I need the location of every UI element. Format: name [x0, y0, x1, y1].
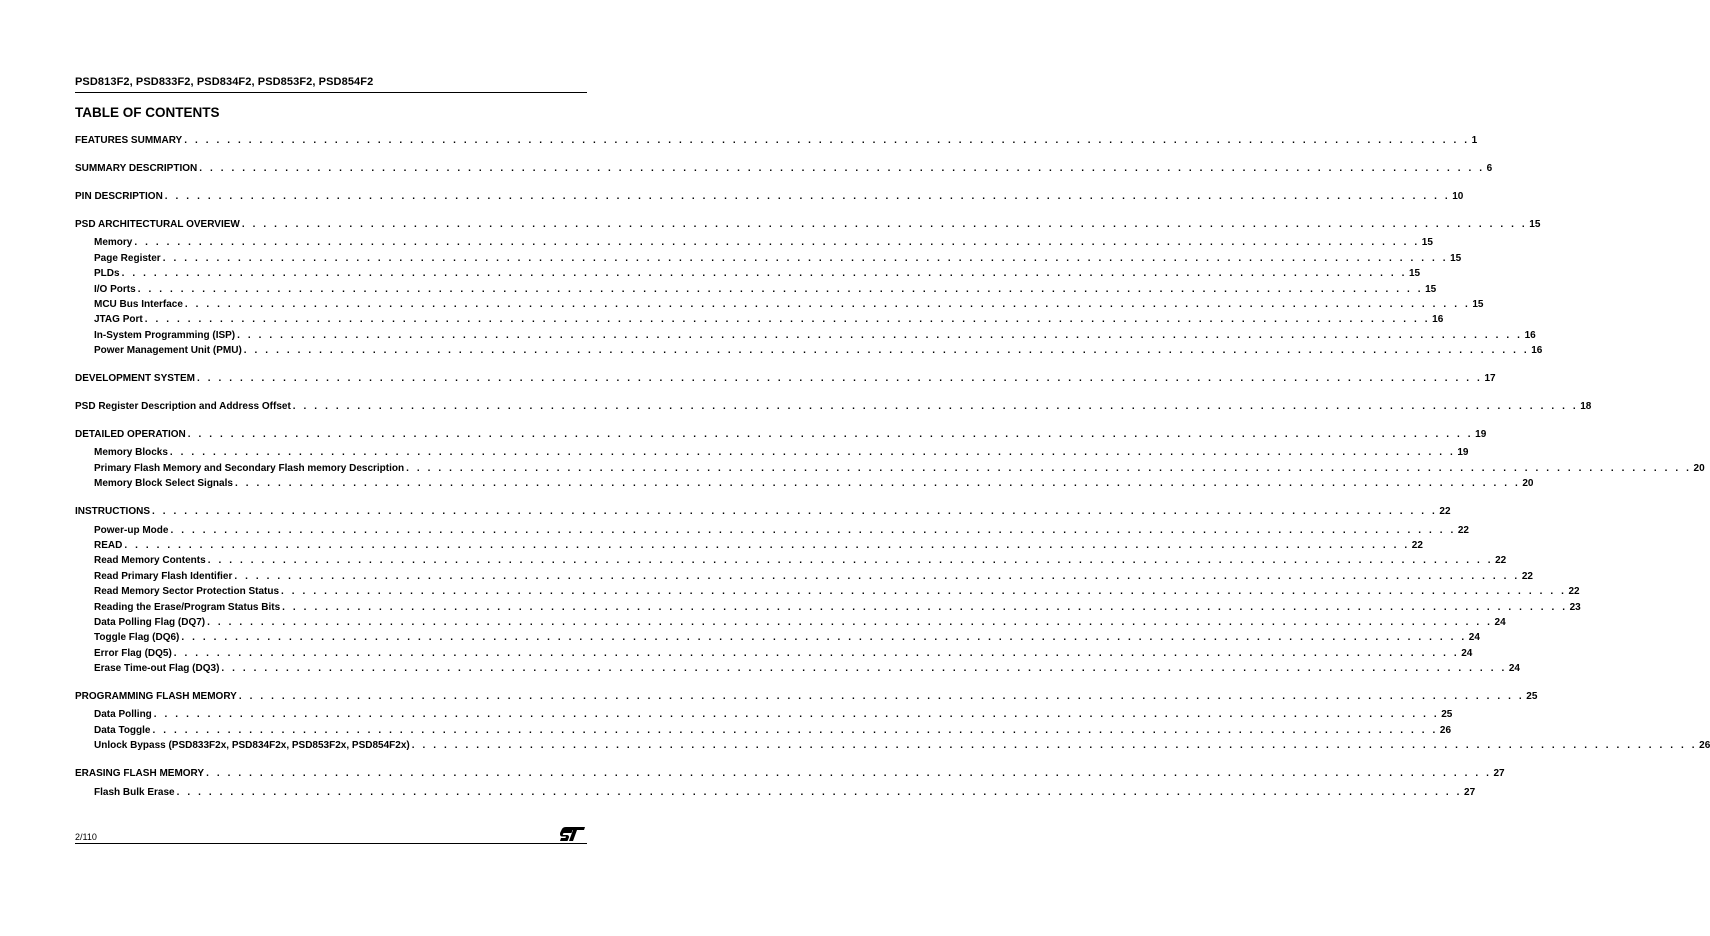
toc-entry-page: 15	[1408, 268, 1421, 280]
toc-entry-label: Data Polling Flag (DQ7)	[94, 616, 206, 628]
toc-subsection-entry[interactable]	[75, 297, 1484, 312]
toc-entry-label: Data Toggle	[94, 724, 151, 736]
toc-entry-label: In-System Programming (ISP)	[94, 329, 236, 341]
toc-subsection-entry[interactable]	[75, 584, 1580, 599]
toc-entry-page: 16	[1432, 314, 1444, 326]
toc-subsection-entry[interactable]	[75, 235, 1433, 250]
toc-leader-dots: . . . . . . . . . . . . . . . . . . . . . . . . . . . . . . . . . . . . . . . . . . . . . . . . . . . . . . . . . . . . . . . . . . . . . . . . . . . . . . . . . . . . . . . . . . . . . . . . . . . . . . . . . . . . . . . . . . . . . . . .	[238, 691, 1525, 703]
toc-leader-dots: . . . . . . . . . . . . . . . . . . . . . . . . . . . . . . . . . . . . . . . . . . . . . . . . . . . . . . . . . . . . . . . . . . . . . . . . . . . . . . . . . . . . . . . . . . . . . . . . . . . . . . . . . . . . . . . . . . . . . . . .	[234, 570, 1520, 582]
toc-subsection-entry[interactable]	[75, 312, 1444, 327]
toc-subsection-entry[interactable]	[75, 569, 1533, 584]
toc-leader-dots: . . . . . . . . . . . . . . . . . . . . . . . . . . . . . . . . . . . . . . . . . . . . . . . . . . . . . . . . . . . . . . . . . . . . . . . . . . . . . . . . . . . . . . . . . . . . . . . . . . . . . . . . . . . . . . . . . . . . . . . .	[234, 478, 1521, 490]
toc-entry-page: 16	[1531, 345, 1543, 357]
toc-entry-page: 19	[1457, 447, 1469, 459]
toc-entry-page: 17	[1484, 373, 1496, 385]
toc-entry-page: 15	[1450, 252, 1462, 264]
toc-title: TABLE OF CONTENTS	[75, 105, 220, 120]
toc-entry-page: 24	[1461, 647, 1473, 659]
toc-leader-dots: . . . . . . . . . . . . . . . . . . . . . . . . . . . . . . . . . . . . . . . . . . . . . . . . . . . . . . . . . . . . . . . . . . . . . . . . . . . . . . . . . . . . . . . . . . . . . . . . . . . . . . . . . . . . . . . . . . . . . . . .	[152, 506, 1438, 518]
toc-entry-page: 26	[1439, 724, 1452, 736]
toc-entry-page: 25	[1526, 691, 1538, 703]
toc-leader-dots: . . . . . . . . . . . . . . . . . . . . . . . . . . . . . . . . . . . . . . . . . . . . . . . . . . . . . . . . . . . . . . . . . . . . . . . . . . . . . . . . . . . . . . . . . . . . . . . . . . . . . . . . . . . . . . . . . . . . . . . .	[164, 190, 1451, 202]
toc-entry-label: Memory	[94, 237, 133, 249]
toc-entry-label: JTAG Port	[94, 314, 143, 326]
toc-subsection-entry[interactable]	[75, 738, 1710, 753]
toc-leader-dots: . . . . . . . . . . . . . . . . . . . . . . . . . . . . . . . . . . . . . . . . . . . . . . . . . . . . . . . . . . . . . . . . . . . . . . . . . . . . . . . . . . . . . . . . . . . . . . . . . . . . . . . . . . . . . . . . . . . . . . . .	[187, 429, 1474, 441]
toc-section-entry[interactable]	[75, 161, 1493, 176]
toc-leader-dots: . . . . . . . . . . . . . . . . . . . . . . . . . . . . . . . . . . . . . . . . . . . . . . . . . . . . . . . . . . . . . . . . . . . . . . . . . . . . . . . . . . . . . . . . . . . . . . . . . . . . . . . . . . . . . . . . . . . . . . . .	[124, 539, 1410, 551]
toc-subsection-entry[interactable]	[75, 523, 1469, 538]
toc-section-entry[interactable]	[75, 689, 1538, 704]
toc-entry-label: DEVELOPMENT SYSTEM	[75, 373, 196, 385]
toc-entry-page: 19	[1475, 429, 1487, 441]
toc-subsection-entry[interactable]	[75, 785, 1476, 800]
toc-entry-page: 22	[1495, 555, 1507, 567]
toc-entry-page: 1	[1471, 135, 1478, 146]
toc-entry-page: 22	[1568, 586, 1580, 598]
toc-entry-label: PLDs	[94, 268, 120, 280]
toc-subsection-entry[interactable]	[75, 282, 1437, 297]
toc-entry-label: SUMMARY DESCRIPTION	[75, 162, 198, 174]
toc-entry-page: 16	[1524, 329, 1536, 341]
toc-subsection-entry[interactable]	[75, 615, 1506, 630]
toc-leader-dots: . . . . . . . . . . . . . . . . . . . . . . . . . . . . . . . . . . . . . . . . . . . . . . . . . . . . . . . . . . . . . . . . . . . . . . . . . . . . . . . . . . . . . . . . . . . . . . . . . . . . . . . . . . . . . . . . . . . . . . . .	[406, 462, 1692, 474]
toc-entry-page: 27	[1464, 786, 1476, 798]
toc-entry-label: Page Register	[94, 252, 161, 264]
toc-subsection-entry[interactable]	[75, 707, 1453, 722]
toc-leader-dots: . . . . . . . . . . . . . . . . . . . . . . . . . . . . . . . . . . . . . . . . . . . . . . . . . . . . . . . . . . . . . . . . . . . . . . . . . . . . . . . . . . . . . . . . . . . . . . . . . . . . . . . . . . . . . . . . . . . . . . . .	[144, 314, 1431, 326]
toc-entry-page: 24	[1468, 632, 1480, 644]
toc-leader-dots: . . . . . . . . . . . . . . . . . . . . . . . . . . . . . . . . . . . . . . . . . . . . . . . . . . . . . . . . . . . . . . . . . . . . . . . . . . . . . . . . . . . . . . . . . . . . . . . . . . . . . . . . . . . . . . . . . . . . . . . .	[152, 724, 1438, 736]
table-of-contents	[75, 133, 1710, 800]
toc-section-entry[interactable]	[75, 766, 1505, 781]
toc-entry-label: Read Primary Flash Identifier	[94, 570, 233, 582]
toc-leader-dots: . . . . . . . . . . . . . . . . . . . . . . . . . . . . . . . . . . . . . . . . . . . . . . . . . . . . . . . . . . . . . . . . . . . . . . . . . . . . . . . . . . . . . . . . . . . . . . . . . . . . . . . . . . . . . . . . . . . . . . . .	[173, 647, 1460, 659]
toc-entry-page: 15	[1472, 298, 1484, 310]
toc-subsection-entry[interactable]	[75, 266, 1421, 281]
footer-rule	[75, 843, 587, 844]
toc-leader-dots: . . . . . . . . . . . . . . . . . . . . . . . . . . . . . . . . . . . . . . . . . . . . . . . . . . . . . . . . . . . . . . . . . . . . . . . . . . . . . . . . . . . . . . . . . . . . . . . . . . . . . . . . . . . . . . . . . . . . . . . .	[181, 632, 1467, 644]
toc-entry-label: Unlock Bypass (PSD833F2x, PSD834F2x, PSD853F2x, PSD854F2x)	[94, 740, 410, 752]
toc-entry-page: 24	[1508, 663, 1520, 675]
toc-entry-label: Flash Bulk Erase	[94, 786, 175, 798]
toc-entry-label: PSD Register Description and Address Offset	[75, 401, 291, 413]
toc-leader-dots: . . . . . . . . . . . . . . . . . . . . . . . . . . . . . . . . . . . . . . . . . . . . . . . . . . . . . . . . . . . . . . . . . . . . . . . . . . . . . . . . . . . . . . . . . . . . . . . . . . . . . . . . . . . . . . . . . . . . . . . .	[176, 786, 1463, 798]
toc-entry-page: 26	[1699, 740, 1710, 752]
toc-entry-label: ERASING FLASH MEMORY	[75, 768, 205, 780]
toc-entry-page: 18	[1580, 401, 1592, 413]
toc-subsection-entry[interactable]	[75, 553, 1507, 568]
toc-entry-label: Reading the Erase/Program Status Bits	[94, 601, 281, 613]
toc-entry-page: 23	[1569, 601, 1581, 613]
toc-leader-dots: . . . . . . . . . . . . . . . . . . . . . . . . . . . . . . . . . . . . . . . . . . . . . . . . . . . . . . . . . . . . . . . . . . . . . . . . . . . . . . . . . . . . . . . . . . . . . . . . . . . . . . . . . . . . . . . . . . . . . . . .	[221, 663, 1507, 675]
toc-subsection-entry[interactable]	[75, 251, 1462, 266]
toc-entry-page: 15	[1425, 283, 1437, 295]
toc-entry-page: 15	[1529, 218, 1541, 230]
toc-subsection-entry[interactable]	[75, 646, 1473, 661]
toc-entry-label: Error Flag (DQ5)	[94, 647, 172, 659]
toc-entry-label: MCU Bus Interface	[94, 298, 183, 310]
toc-leader-dots: . . . . . . . . . . . . . . . . . . . . . . . . . . . . . . . . . . . . . . . . . . . . . . . . . . . . . . . . . . . . . . . . . . . . . . . . . . . . . . . . . . . . . . . . . . . . . . . . . . . . . . . . . . . . . . . . . . . . . . . .	[206, 768, 1492, 780]
toc-leader-dots: . . . . . . . . . . . . . . . . . . . . . . . . . . . . . . . . . . . . . . . . . . . . . . . . . . . . . . . . . . . . . . . . . . . . . . . . . . . . . . . . . . . . . . . . . . . . . . . . . . . . . . . . . . . . . . . . . . . . . . . .	[184, 298, 1471, 310]
toc-subsection-entry[interactable]	[75, 630, 1480, 645]
toc-leader-dots: . . . . . . . . . . . . . . . . . . . . . . . . . . . . . . . . . . . . . . . . . . . . . . . . . . . . . . . . . . . . . . . . . . . . . . . . . . . . . . . . . . . . . . . . . . . . . . . . . . . . . . . . . . . . . . . . . . . . . . . .	[292, 401, 1579, 413]
toc-section-entry[interactable]	[75, 189, 1464, 204]
toc-leader-dots: . . . . . . . . . . . . . . . . . . . . . . . . . . . . . . . . . . . . . . . . . . . . . . . . . . . . . . . . . . . . . . . . . . . . . . . . . . . . . . . . . . . . . . . . . . . . . . . . . . . . . . . . . . . . . . . . . . . . . . . .	[170, 524, 1456, 536]
toc-leader-dots: . . . . . . . . . . . . . . . . . . . . . . . . . . . . . . . . . . . . . . . . . . . . . . . . . . . . . . . . . . . . . . . . . . . . . . . . . . . . . . . . . . . . . . . . . . . . . . . . . . . . . . . . . . . . . . . . . . . . . . . .	[411, 740, 1698, 752]
toc-entry-page: 27	[1493, 768, 1505, 780]
toc-leader-dots: . . . . . . . . . . . . . . . . . . . . . . . . . . . . . . . . . . . . . . . . . . . . . . . . . . . . . . . . . . . . . . . . . . . . . . . . . . . . . . . . . . . . . . . . . . . . . . . . . . . . . . . . . . . . . . . . . . . . . . . .	[197, 373, 1483, 385]
toc-subsection-entry[interactable]	[75, 445, 1469, 460]
toc-entry-page: 22	[1521, 570, 1533, 582]
toc-leader-dots: . . . . . . . . . . . . . . . . . . . . . . . . . . . . . . . . . . . . . . . . . . . . . . . . . . . . . . . . . . . . . . . . . . . . . . . . . . . . . . . . . . . . . . . . . . . . . . . . . . . . . . . . . . . . . . . . . . . . . . . .	[199, 162, 1485, 174]
toc-leader-dots: . . . . . . . . . . . . . . . . . . . . . . . . . . . . . . . . . . . . . . . . . . . . . . . . . . . . . . . . . . . . . . . . . . . . . . . . . . . . . . . . . . . . . . . . . . . . . . . . . . . . . . . . . . . . . . . . . . . . . . . .	[137, 283, 1424, 295]
toc-leader-dots: . . . . . . . . . . . . . . . . . . . . . . . . . . . . . . . . . . . . . . . . . . . . . . . . . . . . . . . . . . . . . . . . . . . . . . . . . . . . . . . . . . . . . . . . . . . . . . . . . . . . . . . . . . . . . . . . . . . . . . . .	[153, 709, 1440, 721]
toc-section-entry[interactable]	[75, 133, 1478, 148]
toc-subsection-entry[interactable]	[75, 343, 1543, 358]
toc-entry-label: READ	[94, 539, 123, 551]
toc-entry-label: Toggle Flag (DQ6)	[94, 632, 180, 644]
toc-section-entry[interactable]	[75, 217, 1541, 232]
toc-entry-page: 24	[1494, 616, 1506, 628]
toc-leader-dots: . . . . . . . . . . . . . . . . . . . . . . . . . . . . . . . . . . . . . . . . . . . . . . . . . . . . . . . . . . . . . . . . . . . . . . . . . . . . . . . . . . . . . . . . . . . . . . . . . . . . . . . . . . . . . . . . . . . . . . . .	[282, 601, 1568, 613]
toc-entry-page: 22	[1411, 539, 1423, 551]
toc-entry-label: Data Polling	[94, 709, 152, 721]
toc-subsection-entry[interactable]	[75, 723, 1452, 738]
page-number: 2/110	[75, 832, 97, 842]
toc-entry-label: I/O Ports	[94, 283, 136, 295]
toc-entry-page: 22	[1457, 524, 1469, 536]
toc-entry-label: Memory Blocks	[94, 447, 168, 459]
toc-entry-page: 6	[1486, 162, 1493, 174]
toc-leader-dots: . . . . . . . . . . . . . . . . . . . . . . . . . . . . . . . . . . . . . . . . . . . . . . . . . . . . . . . . . . . . . . . . . . . . . . . . . . . . . . . . . . . . . . . . . . . . . . . . . . . . . . . . . . . . . . . . . . . . . . . .	[169, 447, 1456, 459]
toc-section-entry[interactable]	[75, 371, 1496, 386]
toc-leader-dots: . . . . . . . . . . . . . . . . . . . . . . . . . . . . . . . . . . . . . . . . . . . . . . . . . . . . . . . . . . . . . . . . . . . . . . . . . . . . . . . . . . . . . . . . . . . . . . . . . . . . . . . . . . . . . . . . . . . . . . . .	[184, 135, 1470, 146]
toc-subsection-entry[interactable]	[75, 461, 1705, 476]
toc-entry-label: FEATURES SUMMARY	[75, 135, 183, 146]
toc-entry-page: 15	[1421, 237, 1433, 249]
toc-entry-page: 10	[1452, 190, 1464, 202]
toc-entry-label: Primary Flash Memory and Secondary Flash memory Description	[94, 462, 405, 474]
toc-subsection-entry[interactable]	[75, 328, 1536, 343]
toc-leader-dots: . . . . . . . . . . . . . . . . . . . . . . . . . . . . . . . . . . . . . . . . . . . . . . . . . . . . . . . . . . . . . . . . . . . . . . . . . . . . . . . . . . . . . . . . . . . . . . . . . . . . . . . . . . . . . . . . . . . . . . . .	[207, 555, 1494, 567]
toc-entry-label: PROGRAMMING FLASH MEMORY	[75, 691, 237, 703]
toc-entry-label: Memory Block Select Signals	[94, 478, 233, 490]
toc-entry-label: INSTRUCTIONS	[75, 506, 150, 518]
toc-entry-label: PSD ARCHITECTURAL OVERVIEW	[75, 218, 240, 230]
toc-leader-dots: . . . . . . . . . . . . . . . . . . . . . . . . . . . . . . . . . . . . . . . . . . . . . . . . . . . . . . . . . . . . . . . . . . . . . . . . . . . . . . . . . . . . . . . . . . . . . . . . . . . . . . . . . . . . . . . . . . . . . . . .	[162, 252, 1449, 264]
toc-entry-label: Read Memory Sector Protection Status	[94, 586, 280, 598]
toc-subsection-entry[interactable]	[75, 476, 1534, 491]
toc-section-entry[interactable]	[75, 504, 1451, 519]
toc-entry-label: Erase Time-out Flag (DQ3)	[94, 663, 220, 675]
toc-entry-page: 20	[1522, 478, 1534, 490]
toc-leader-dots: . . . . . . . . . . . . . . . . . . . . . . . . . . . . . . . . . . . . . . . . . . . . . . . . . . . . . . . . . . . . . . . . . . . . . . . . . . . . . . . . . . . . . . . . . . . . . . . . . . . . . . . . . . . . . . . . . . . . . . . .	[241, 218, 1528, 230]
toc-leader-dots: . . . . . . . . . . . . . . . . . . . . . . . . . . . . . . . . . . . . . . . . . . . . . . . . . . . . . . . . . . . . . . . . . . . . . . . . . . . . . . . . . . . . . . . . . . . . . . . . . . . . . . . . . . . . . . . . . . . . . . . .	[207, 616, 1493, 628]
st-logo	[560, 826, 586, 842]
toc-entry-label: Power-up Mode	[94, 524, 169, 536]
toc-subsection-entry[interactable]	[75, 661, 1520, 676]
toc-entry-label: DETAILED OPERATION	[75, 429, 186, 441]
toc-leader-dots: . . . . . . . . . . . . . . . . . . . . . . . . . . . . . . . . . . . . . . . . . . . . . . . . . . . . . . . . . . . . . . . . . . . . . . . . . . . . . . . . . . . . . . . . . . . . . . . . . . . . . . . . . . . . . . . . . . . . . . . .	[237, 329, 1523, 341]
toc-leader-dots: . . . . . . . . . . . . . . . . . . . . . . . . . . . . . . . . . . . . . . . . . . . . . . . . . . . . . . . . . . . . . . . . . . . . . . . . . . . . . . . . . . . . . . . . . . . . . . . . . . . . . . . . . . . . . . . . . . . . . . . .	[134, 237, 1420, 249]
toc-section-entry[interactable]	[75, 399, 1592, 414]
toc-entry-page: 25	[1441, 709, 1453, 721]
toc-leader-dots: . . . . . . . . . . . . . . . . . . . . . . . . . . . . . . . . . . . . . . . . . . . . . . . . . . . . . . . . . . . . . . . . . . . . . . . . . . . . . . . . . . . . . . . . . . . . . . . . . . . . . . . . . . . . . . . . . . . . . . . .	[281, 586, 1567, 598]
toc-entry-label: Power Management Unit (PMU)	[94, 345, 242, 357]
toc-leader-dots: . . . . . . . . . . . . . . . . . . . . . . . . . . . . . . . . . . . . . . . . . . . . . . . . . . . . . . . . . . . . . . . . . . . . . . . . . . . . . . . . . . . . . . . . . . . . . . . . . . . . . . . . . . . . . . . . . . . . . . . .	[121, 268, 1407, 280]
toc-subsection-entry[interactable]	[75, 538, 1423, 553]
toc-leader-dots: . . . . . . . . . . . . . . . . . . . . . . . . . . . . . . . . . . . . . . . . . . . . . . . . . . . . . . . . . . . . . . . . . . . . . . . . . . . . . . . . . . . . . . . . . . . . . . . . . . . . . . . . . . . . . . . . . . . . . . . .	[243, 345, 1530, 357]
toc-entry-page: 22	[1439, 506, 1451, 518]
toc-entry-label: PIN DESCRIPTION	[75, 190, 163, 202]
toc-entry-label: Read Memory Contents	[94, 555, 206, 567]
toc-entry-page: 20	[1693, 462, 1705, 474]
running-header: PSD813F2, PSD833F2, PSD834F2, PSD853F2, PSD854F2	[75, 76, 587, 93]
toc-section-entry[interactable]	[75, 427, 1487, 442]
toc-subsection-entry[interactable]	[75, 600, 1581, 615]
